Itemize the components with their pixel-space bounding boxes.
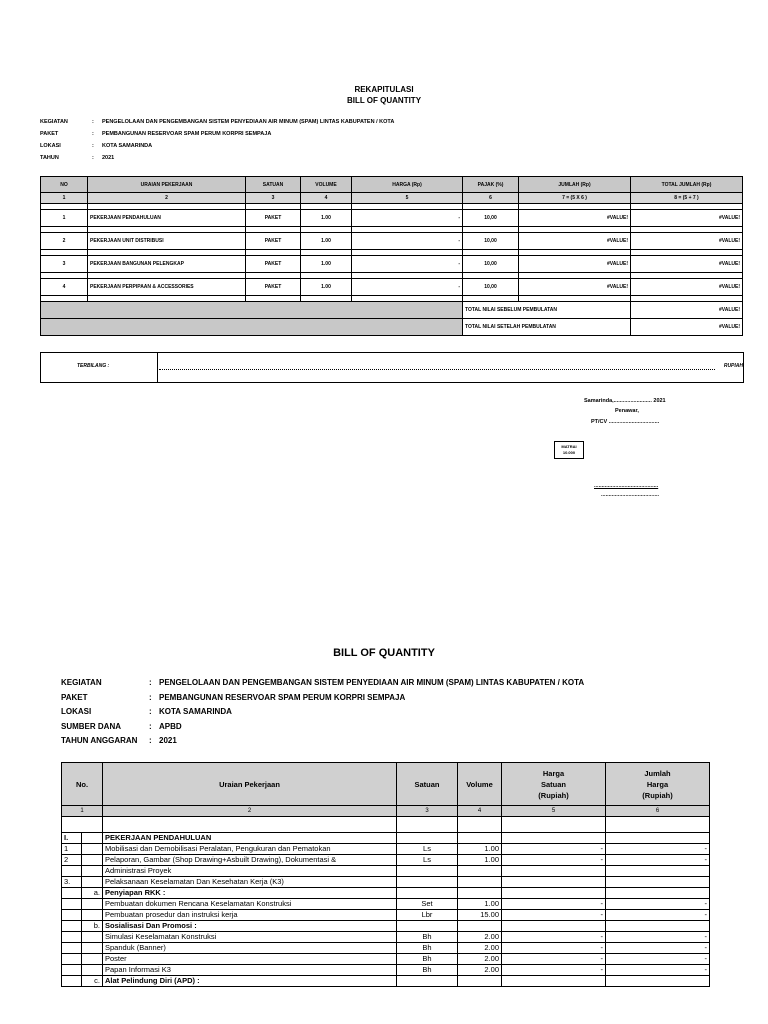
info-value: PENGELOLAAN DAN PENGEMBANGAN SISTEM PENYEDIAAN AIR MINUM (SPAM) LINTAS KABUPATEN / KOTA — [102, 119, 395, 125]
cell-volume — [458, 866, 502, 877]
table-row — [62, 888, 710, 899]
cell-satuan: Ls — [397, 855, 458, 866]
col-header-uraian: Uraian Pekerjaan — [103, 763, 397, 806]
col-number: 5 — [352, 193, 463, 204]
cell-harga: - — [502, 899, 606, 910]
cell-satuan: Bh — [397, 965, 458, 976]
rekap-title-line2: BILL OF QUANTITY — [346, 96, 422, 105]
cell-pajak: 10,00 — [463, 210, 519, 227]
cell-harga: - — [352, 210, 463, 227]
cell-sub — [82, 844, 103, 855]
boq-info-row — [61, 676, 584, 691]
rekap-title — [0, 84, 768, 106]
cell-no — [62, 932, 82, 943]
cell-harga: - — [502, 932, 606, 943]
cell-volume: 1.00 — [458, 855, 502, 866]
cell-volume: 1.00 — [458, 899, 502, 910]
cell-harga: - — [352, 233, 463, 250]
cell-sub: a. — [82, 888, 103, 899]
info-sep: : — [92, 119, 94, 125]
cell-volume: 1.00 — [301, 279, 352, 296]
cell-satuan: Bh — [397, 943, 458, 954]
table-row — [62, 965, 710, 976]
table-row — [62, 921, 710, 932]
col-number: 2 — [88, 193, 246, 204]
jumlah-line3: (Rupiah) — [642, 790, 673, 800]
col-header: URAIAN PEKERJAAN — [88, 177, 246, 193]
cell-no — [62, 899, 82, 910]
cell-volume: 2.00 — [458, 943, 502, 954]
info-key: LOKASI — [61, 707, 92, 716]
cell-jumlah — [606, 921, 710, 932]
harga-line2: Satuan — [540, 779, 566, 789]
table-row — [62, 844, 710, 855]
cell-uraian: PEKERJAAN BANGUNAN PELENGKAP — [88, 256, 246, 273]
cell-harga: - — [502, 965, 606, 976]
cell-no: I. — [62, 833, 82, 844]
info-key: SUMBER DANA — [61, 721, 121, 731]
info-value: 2021 — [159, 736, 177, 745]
table-row — [62, 899, 710, 910]
cell-jumlah — [606, 877, 710, 888]
cell-jumlah: - — [606, 932, 710, 943]
cell-uraian: Spanduk (Banner) — [103, 943, 397, 954]
info-sep: : — [149, 736, 152, 745]
col-number: 4 — [301, 193, 352, 204]
cell-harga — [502, 866, 606, 877]
cell-volume: 2.00 — [458, 965, 502, 976]
table-row — [62, 943, 710, 954]
boq-header-row — [62, 763, 710, 806]
cell-volume: 1.00 — [301, 210, 352, 227]
col-header: JUMLAH (Rp) — [519, 177, 631, 193]
col-header: HARGA (Rp) — [352, 177, 463, 193]
sign-name-line2: ...................................... — [601, 492, 660, 498]
col-number: 5 — [502, 806, 606, 817]
info-value: KOTA SAMARINDA — [159, 707, 232, 716]
col-number: 6 — [463, 193, 519, 204]
terbilang-label-cell — [41, 353, 158, 382]
boq-info-row — [61, 720, 584, 735]
cell-uraian: PEKERJAAN UNIT DISTRIBUSI — [88, 233, 246, 250]
cell-volume — [458, 877, 502, 888]
info-value: PEMBANGUNAN RESERVOAR SPAM PERUM KORPRI SEMPAJA — [102, 131, 272, 137]
col-header: SATUAN — [246, 177, 301, 193]
col-header-satuan: Satuan — [397, 763, 458, 806]
table-row — [41, 210, 743, 227]
total-after-label: TOTAL NILAI SETELAH PEMBULATAN — [463, 319, 631, 336]
info-sep: : — [149, 707, 152, 716]
table-row — [62, 954, 710, 965]
total-after-value: #VALUE! — [631, 319, 743, 336]
table-row — [41, 279, 743, 296]
cell-sub — [82, 855, 103, 866]
cell-jumlah: #VALUE! — [519, 279, 631, 296]
cell-uraian: Pelaporan, Gambar (Shop Drawing+Asbuilt Drawing), Dokumentasi & — [103, 855, 397, 866]
info-value: 2021 — [102, 155, 115, 161]
col-header-volume: Volume — [458, 763, 502, 806]
col-header-no: No. — [62, 763, 103, 806]
cell-no — [62, 866, 82, 877]
cell-harga: - — [352, 279, 463, 296]
col-number: 3 — [246, 193, 301, 204]
jumlah-line1: Jumlah — [644, 768, 671, 778]
rekap-header-row — [41, 177, 743, 193]
cell-volume — [458, 976, 502, 987]
cell-jumlah: #VALUE! — [519, 233, 631, 250]
cell-uraian: PEKERJAAN PENDAHULUAN — [88, 210, 246, 227]
info-key: TAHUN — [40, 155, 59, 161]
cell-no — [62, 976, 82, 987]
cell-jumlah — [606, 888, 710, 899]
boq-number-row — [62, 806, 710, 817]
col-number: 6 — [606, 806, 710, 817]
cell-jumlah: #VALUE! — [519, 210, 631, 227]
cell-jumlah: - — [606, 965, 710, 976]
cell-harga — [502, 877, 606, 888]
terbilang-label: TERBILANG : — [77, 363, 110, 369]
cell-no: 1 — [41, 210, 88, 227]
cell-satuan: Lbr — [397, 910, 458, 921]
rekap-table — [40, 176, 743, 336]
rupiah-label: RUPIAH — [723, 363, 743, 369]
cell-uraian: Sosialisasi Dan Promosi : — [103, 921, 397, 932]
boq-info-row — [61, 705, 584, 720]
col-number: 1 — [41, 193, 88, 204]
cell-satuan: PAKET — [246, 210, 301, 227]
cell-harga: - — [502, 910, 606, 921]
cell-no: 2 — [62, 855, 82, 866]
total-before-label: TOTAL NILAI SEBELUM PEMBULATAN — [463, 302, 631, 319]
cell-uraian: Papan Informasi K3 — [103, 965, 397, 976]
matrai-line2: 10.000 — [562, 450, 576, 455]
rekap-title-line1: REKAPITULASI — [354, 85, 414, 94]
cell-satuan: Set — [397, 899, 458, 910]
table-row — [62, 932, 710, 943]
cell-uraian: Poster — [103, 954, 397, 965]
cell-uraian: Penyiapan RKK : — [103, 888, 397, 899]
table-row — [62, 910, 710, 921]
boq-info-row — [61, 691, 584, 706]
info-sep: : — [149, 721, 152, 731]
cell-jumlah: - — [606, 954, 710, 965]
cell-no: 1 — [62, 844, 82, 855]
cell-uraian: Pelaksanaan Keselamatan Dan Kesehatan Kerja (K3) — [103, 877, 397, 888]
cell-uraian: Administrasi Proyek — [103, 866, 397, 877]
rekap-number-row — [41, 193, 743, 204]
cell-total: #VALUE! — [631, 233, 743, 250]
cell-volume — [458, 888, 502, 899]
cell-satuan — [397, 833, 458, 844]
info-sep: : — [92, 155, 94, 161]
cell-satuan: Ls — [397, 844, 458, 855]
cell-jumlah: #VALUE! — [519, 256, 631, 273]
info-sep: : — [92, 143, 94, 149]
table-row — [62, 866, 710, 877]
cell-volume: 1.00 — [301, 233, 352, 250]
matrai-line1: MATRAI — [561, 444, 577, 449]
table-row — [62, 855, 710, 866]
cell-uraian: Mobilisasi dan Demobilisasi Peralatan, Pengukuran dan Pematokan — [103, 844, 397, 855]
table-row — [62, 877, 710, 888]
sign-name-line1: .......................................... — [594, 483, 659, 489]
cell-jumlah: - — [606, 844, 710, 855]
cell-satuan — [397, 866, 458, 877]
cell-uraian: Pembuatan prosedur dan instruksi kerja — [103, 910, 397, 921]
info-key: PAKET — [40, 131, 59, 137]
table-row — [62, 833, 710, 844]
cell-sub — [82, 954, 103, 965]
cell-pajak: 10,00 — [463, 233, 519, 250]
cell-pajak: 10,00 — [463, 279, 519, 296]
cell-sub — [82, 965, 103, 976]
info-sep: : — [149, 692, 152, 702]
col-header: TOTAL JUMLAH (Rp) — [631, 177, 743, 193]
cell-no — [62, 921, 82, 932]
cell-jumlah — [606, 866, 710, 877]
cell-no: 3 — [41, 256, 88, 273]
cell-no — [62, 954, 82, 965]
cell-uraian: Simulasi Keselamatan Konstruksi — [103, 932, 397, 943]
col-header: NO — [41, 177, 88, 193]
cell-satuan: Bh — [397, 954, 458, 965]
cell-jumlah: - — [606, 899, 710, 910]
total-before-value: #VALUE! — [631, 302, 743, 319]
info-value: APBD — [159, 721, 182, 731]
jumlah-line2: Harga — [646, 779, 669, 789]
harga-line1: Harga — [542, 768, 565, 778]
col-number: 7 = (5 X 6 ) — [519, 193, 631, 204]
table-row — [41, 233, 743, 250]
gray-fill — [41, 319, 463, 336]
cell-satuan — [397, 976, 458, 987]
cell-volume — [458, 833, 502, 844]
info-key: KEGIATAN — [61, 678, 102, 687]
cell-jumlah: - — [606, 910, 710, 921]
cell-jumlah: - — [606, 855, 710, 866]
cell-no: 3. — [62, 877, 82, 888]
cell-total: #VALUE! — [631, 279, 743, 296]
cell-uraian: Alat Pelindung Diri (APD) : — [103, 976, 397, 987]
sign-city-date: Samarinda,......................... 2021 — [584, 398, 666, 404]
cell-harga: - — [502, 943, 606, 954]
cell-jumlah — [606, 976, 710, 987]
total-before-row — [41, 302, 743, 319]
cell-total: #VALUE! — [631, 210, 743, 227]
cell-satuan — [397, 888, 458, 899]
rekap-info — [40, 116, 394, 164]
cell-satuan: PAKET — [246, 279, 301, 296]
terbilang-dotted-line — [159, 369, 715, 370]
cell-pajak: 10,00 — [463, 256, 519, 273]
sign-company: PT/CV ................................. — [591, 419, 660, 425]
info-key: KEGIATAN — [40, 119, 68, 125]
info-key: TAHUN ANGGARAN — [61, 736, 138, 745]
cell-no: 2 — [41, 233, 88, 250]
boq-body — [62, 833, 710, 987]
info-sep: : — [92, 131, 94, 137]
rekap-info-row — [40, 152, 394, 164]
cell-sub — [82, 899, 103, 910]
cell-uraian: PEKERJAAN PERPIPAAN & ACCESSORIES — [88, 279, 246, 296]
cell-volume: 1.00 — [301, 256, 352, 273]
info-key: LOKASI — [40, 143, 61, 149]
cell-no: 4 — [41, 279, 88, 296]
cell-harga: - — [352, 256, 463, 273]
cell-sub — [82, 910, 103, 921]
cell-harga: - — [502, 855, 606, 866]
col-header: PAJAK (%) — [463, 177, 519, 193]
table-row — [41, 256, 743, 273]
col-number: 2 — [103, 806, 397, 817]
rekap-info-row — [40, 140, 394, 152]
cell-harga — [502, 921, 606, 932]
cell-total: #VALUE! — [631, 256, 743, 273]
cell-no — [62, 943, 82, 954]
boq-title: BILL OF QUANTITY — [333, 647, 435, 659]
info-value: PENGELOLAAN DAN PENGEMBANGAN SISTEM PENYEDIAAN AIR MINUM (SPAM) LINTAS KABUPATEN / KOTA — [159, 678, 585, 687]
cell-volume: 1.00 — [458, 844, 502, 855]
cell-harga: - — [502, 954, 606, 965]
cell-volume: 15.00 — [458, 910, 502, 921]
info-key: PAKET — [61, 692, 88, 702]
cell-satuan: PAKET — [246, 233, 301, 250]
cell-no — [62, 910, 82, 921]
rekap-info-row — [40, 128, 394, 140]
col-number: 1 — [62, 806, 103, 817]
matrai-stamp-box — [554, 441, 584, 459]
rekap-info-row — [40, 116, 394, 128]
sign-role: Penawar, — [615, 408, 639, 414]
cell-satuan — [397, 921, 458, 932]
cell-uraian: PEKERJAAN PENDAHULUAN — [103, 833, 397, 844]
cell-sub — [82, 932, 103, 943]
cell-volume: 2.00 — [458, 932, 502, 943]
boq-info — [61, 676, 584, 749]
total-after-row — [41, 319, 743, 336]
cell-jumlah — [606, 833, 710, 844]
col-header-jumlah — [606, 763, 710, 806]
cell-no — [62, 965, 82, 976]
col-header: VOLUME — [301, 177, 352, 193]
harga-line3: (Rupiah) — [538, 790, 569, 800]
cell-volume: 2.00 — [458, 954, 502, 965]
cell-satuan: PAKET — [246, 256, 301, 273]
table-row — [62, 976, 710, 987]
cell-volume — [458, 921, 502, 932]
cell-uraian: Pembuatan dokumen Rencana Keselamatan Konstruksi — [103, 899, 397, 910]
cell-satuan: Bh — [397, 932, 458, 943]
cell-harga: - — [502, 844, 606, 855]
cell-no — [62, 888, 82, 899]
boq-table — [61, 762, 710, 987]
cell-harga — [502, 833, 606, 844]
cell-sub — [82, 866, 103, 877]
col-number: 4 — [458, 806, 502, 817]
col-number: 8 = (5 + 7 ) — [631, 193, 743, 204]
gray-fill — [41, 302, 463, 319]
cell-satuan — [397, 877, 458, 888]
cell-harga — [502, 976, 606, 987]
cell-harga — [502, 888, 606, 899]
info-value: KOTA SAMARINDA — [102, 143, 153, 149]
cell-sub — [82, 877, 103, 888]
boq-info-row — [61, 734, 584, 749]
cell-jumlah: - — [606, 943, 710, 954]
col-header-harga — [502, 763, 606, 806]
cell-sub — [82, 943, 103, 954]
spacer-row — [62, 817, 710, 833]
info-sep: : — [149, 678, 152, 687]
terbilang-box — [40, 352, 744, 383]
cell-sub: b. — [82, 921, 103, 932]
cell-sub: c. — [82, 976, 103, 987]
cell-sub — [82, 833, 103, 844]
info-value: PEMBANGUNAN RESERVOAR SPAM PERUM KORPRI SEMPAJA — [159, 692, 406, 702]
col-number: 3 — [397, 806, 458, 817]
